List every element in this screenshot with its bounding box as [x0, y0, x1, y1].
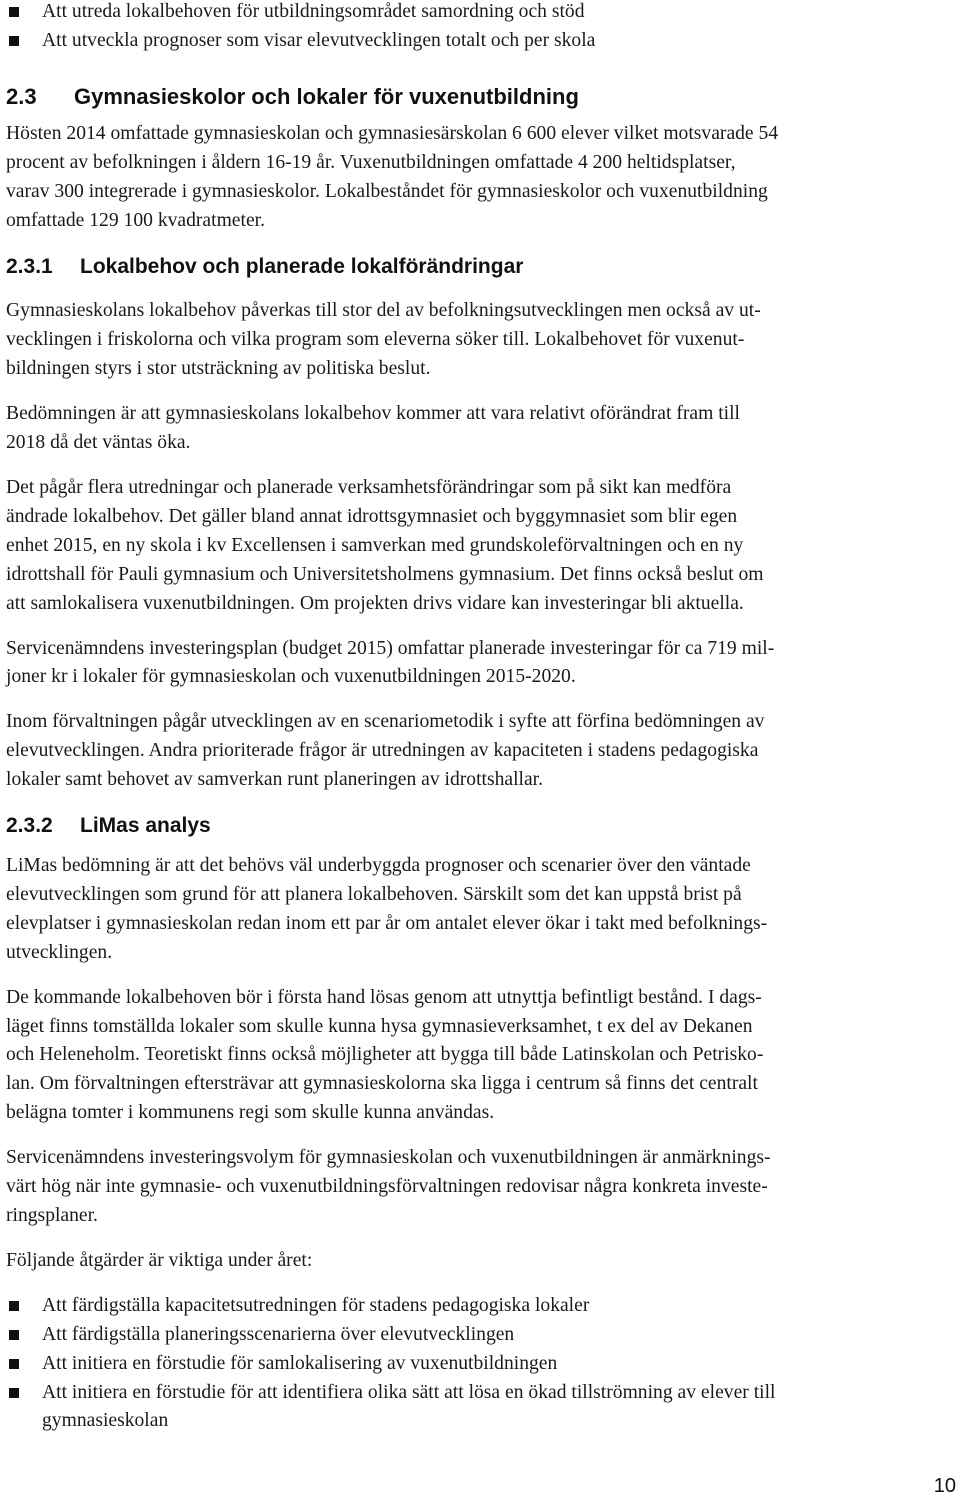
list-item	[6, 1379, 950, 1437]
square-bullet-icon	[9, 1359, 19, 1369]
paragraph: Gymnasieskolans lokalbehov påverkas till stor del av befolkningsutvecklingen men också av ut- vecklingen i friskolorna och vilka program som eleverna söker till. Lokalbehovet för vuxenut- bildningen styrs i stor utsträckning av politiska beslut.	[6, 300, 761, 380]
section-title: LiMas analys	[80, 814, 211, 838]
paragraph: Servicenämndens investeringsplan (budget 2015) omfattar planerade investeringar för ca 719 mil- joner kr i lokaler för gymnasieskolan och vuxenutbildningen 2015-2020.	[6, 637, 775, 688]
square-bullet-icon	[9, 1388, 19, 1398]
paragraph: Hösten 2014 omfattade gymnasieskolan och gymnasiesärskolan 6 600 elever vilket motsvarade 54 procent av befolkningen i åldern 16-19 år. Vuxenutbildningen omfattade 4 200 heltidsplatser, varav 300 integrerade i gymnasieskolor. Lokalbeståndet för gymnasieskolor och vuxenutbildning omfattade 129 100 kvadratmeter.	[6, 122, 779, 231]
section-number: 2.3.1	[6, 255, 53, 279]
list-item-text: Att färdigställa planeringsscenarierna över elevutvecklingen	[42, 1323, 515, 1345]
list-item-text: Att utreda lokalbehoven för utbildningsområdet samordning och stöd	[42, 1, 585, 22]
paragraph: Bedömningen är att gymnasieskolans lokalbehov kommer att vara relativt oförändrat fram till 2018 då det väntas öka.	[6, 403, 741, 454]
square-bullet-icon	[9, 1301, 19, 1311]
square-bullet-icon	[9, 36, 19, 46]
section-title: Gymnasieskolor och lokaler för vuxenutbildning	[74, 83, 579, 109]
document-page	[6, 0, 950, 1436]
list-item-text: Att utveckla prognoser som visar elevutvecklingen totalt och per skola	[42, 29, 596, 51]
section-heading-2-3-2	[6, 812, 950, 840]
page-number: 10	[933, 1475, 956, 1497]
list-item	[6, 1292, 950, 1321]
paragraph: De kommande lokalbehoven bör i första hand lösas genom att utnyttja befintligt bestånd. I dags- läget finns tomställda lokaler som skulle kunna hysa gymnasieverksamhet, t ex del av Dekanen och Heleneholm. Teoretiskt finns också möjligheter att bygga till både Latinskolan och Petrisko- lan. Om förvaltningen eftersträvar att gymnasieskolorna ska ligga i centrum så finns det centralt belägna tomter i kommunens regi som skulle kunna användas.	[6, 986, 764, 1124]
section-heading-2-3	[6, 83, 950, 111]
paragraph: LiMas bedömning är att det behövs väl underbyggda prognoser och scenarier över den väntade elevutvecklingen som grund för att planera lokalbehoven. Särskilt som det kan uppstå brist på elevplatser i gymnasieskolan redan inom ett par år om antalet elever ökar i takt med befolknings- utvecklingen.	[6, 855, 768, 963]
square-bullet-icon	[9, 1330, 19, 1340]
section-title: Lokalbehov och planerade lokalförändringar	[80, 255, 524, 279]
section-number: 2.3	[6, 83, 37, 109]
list-item	[6, 0, 950, 27]
list-item-text: Att färdigställa kapacitetsutredningen för stadens pedagogiska lokaler	[42, 1294, 590, 1316]
paragraph: Inom förvaltningen pågår utvecklingen av en scenariometodik i syfte att förfina bedömningen av elevutvecklingen. Andra prioriterade frågor är utredningen av kapaciteten i stadens pedagogiska lokaler samt behovet av samverkan runt planeringen av idrottshallar.	[6, 711, 765, 791]
list-item-text: Att initiera en förstudie för samlokalisering av vuxenutbildningen	[42, 1352, 558, 1374]
paragraph: Servicenämndens investeringsvolym för gymnasieskolan och vuxenutbildningen är anmärknings- värt hög när inte gymnasie- och vuxenutbildningsförvaltningen redovisar några konkreta investe- ringsplaner.	[6, 1147, 771, 1226]
section-number: 2.3.2	[6, 814, 53, 838]
top-bullet-list	[6, 0, 950, 56]
paragraph: Följande åtgärder är viktiga under året:	[6, 1249, 313, 1271]
section-heading-2-3-1	[6, 253, 950, 281]
list-item-text: Att initiera en förstudie för att identifiera olika sätt att lösa en ökad tillströmning av elever till	[42, 1381, 776, 1403]
list-item-text: gymnasieskolan	[42, 1410, 169, 1432]
action-bullet-list	[6, 1292, 950, 1437]
list-item	[6, 27, 950, 56]
list-item	[6, 1350, 950, 1379]
square-bullet-icon	[9, 7, 19, 17]
paragraph: Det pågår flera utredningar och planerade verksamhetsförändringar som på sikt kan medföra ändrade lokalbehov. Det gäller bland annat idrottsgymnasiet och byggymnasiet som blir egen enhet 2015, en ny skola i kv Excellensen i samverkan med grundskoleförvaltningen och en ny idrottshall för Pauli gymnasium och Universitetsholmens gymnasium. Det finns också beslut om att samlokalisera vuxenutbildningen. Om projekten drivs vidare kan investeringar bli aktuella.	[6, 476, 764, 614]
list-item	[6, 1321, 950, 1350]
